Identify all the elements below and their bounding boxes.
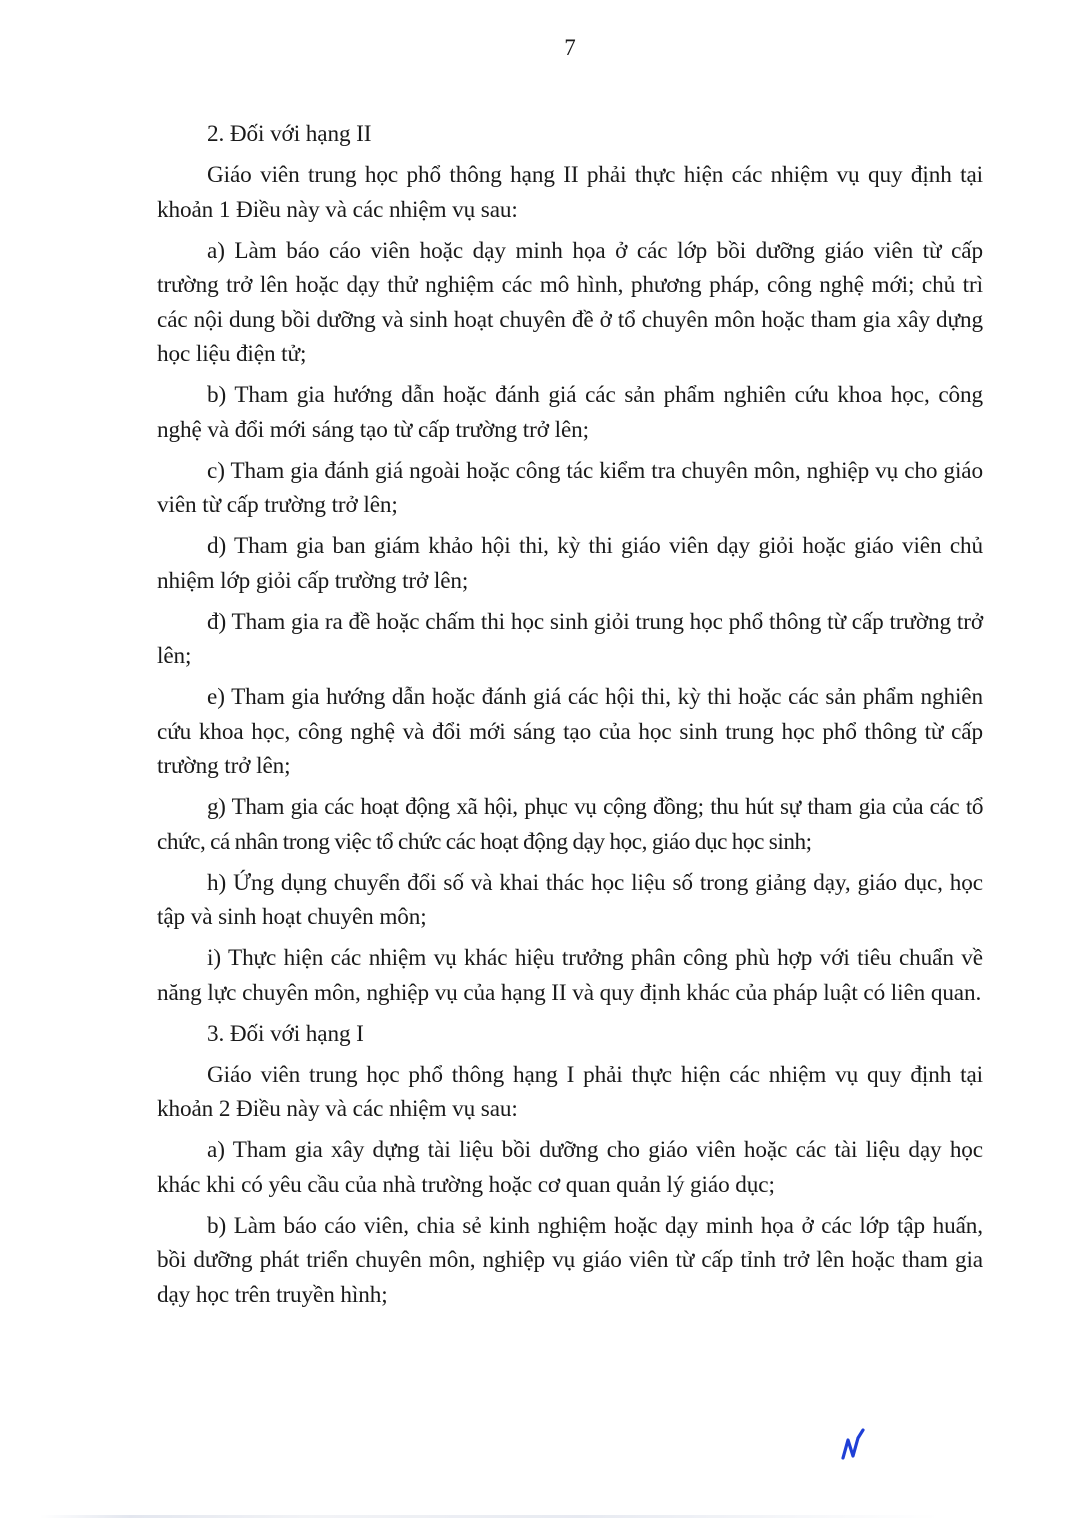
section-2-heading: 2. Đối với hạng II (207, 121, 372, 147)
section-3-item-b: b) Làm báo cáo viên, chia sẻ kinh nghiệm hoặc dạy minh họa ở các lớp tập huấn, bồi dưỡng phát triển chuyên môn, nghiệp vụ giáo viên từ cấp tỉnh trở lên hoặc tham gia dạy học trên truyền hình; (157, 1212, 983, 1308)
section-2-item-h: h) Ứng dụng chuyển đổi số và khai thác học liệu số trong giảng dạy, giáo dục, học tập và sinh hoạt chuyên môn; (157, 869, 983, 930)
section-2-item-a: a) Làm báo cáo viên hoặc dạy minh họa ở các lớp bồi dưỡng giáo viên từ cấp trường trở lên hoặc dạy thử nghiệm các mô hình, phương pháp, công nghệ mới; chủ trì các nội dung bồi dưỡng và sinh hoạt chuyên đề ở tổ chuyên môn hoặc tham gia xây dựng học liệu điện tử; (157, 237, 983, 367)
section-2-item-c: c) Tham gia đánh giá ngoài hoặc công tác kiểm tra chuyên môn, nghiệp vụ cho giáo viên từ cấp trường trở lên; (157, 457, 983, 518)
document-body (157, 117, 983, 1319)
section-3-intro: Giáo viên trung học phổ thông hạng I phải thực hiện các nhiệm vụ quy định tại khoản 2 Điều này và các nhiệm vụ sau: (157, 1061, 983, 1122)
section-3-item-a: a) Tham gia xây dựng tài liệu bồi dưỡng cho giáo viên hoặc các tài liệu dạy học khác khi có yêu cầu của nhà trường hoặc cơ quan quản lý giáo dục; (157, 1137, 983, 1198)
section-2-intro: Giáo viên trung học phổ thông hạng II phải thực hiện các nhiệm vụ quy định tại khoản 1 Điều này và các nhiệm vụ sau: (157, 162, 983, 223)
section-2-item-dd: đ) Tham gia ra đề hoặc chấm thi học sinh giỏi trung học phổ thông từ cấp trường trở lên; (157, 608, 983, 669)
page-number: 7 (564, 35, 576, 60)
section-3-heading: 3. Đối với hạng I (207, 1020, 364, 1047)
section-2-item-e: e) Tham gia hướng dẫn hoặc đánh giá các hội thi, kỳ thi hoặc các sản phẩm nghiên cứu khoa học, công nghệ và đổi mới sáng tạo của học sinh trung học phổ thông từ cấp trường trở lên; (157, 684, 983, 779)
scan-edge (40, 1515, 940, 1518)
section-2-item-i: i) Thực hiện các nhiệm vụ khác hiệu trưởng phân công phù hợp với tiêu chuẩn về năng lực chuyên môn, nghiệp vụ của hạng II và quy định khác của pháp luật có liên quan. (157, 945, 983, 1006)
section-2-item-b: b) Tham gia hướng dẫn hoặc đánh giá các sản phẩm nghiên cứu khoa học, công nghệ và đổi mới sáng tạo từ cấp trường trở lên; (157, 382, 983, 443)
section-2-item-d: d) Tham gia ban giám khảo hội thi, kỳ thi giáo viên dạy giỏi hoặc giáo viên chủ nhiệm lớp giỏi cấp trường trở lên; (157, 533, 983, 594)
initial-mark-icon (838, 1428, 868, 1464)
section-2-item-g: g) Tham gia các hoạt động xã hội, phục vụ cộng đồng; thu hút sự tham gia của các tổ chức, cá nhân trong việc tổ chức các hoạt động dạy học, giáo dục học sinh; (157, 794, 983, 855)
